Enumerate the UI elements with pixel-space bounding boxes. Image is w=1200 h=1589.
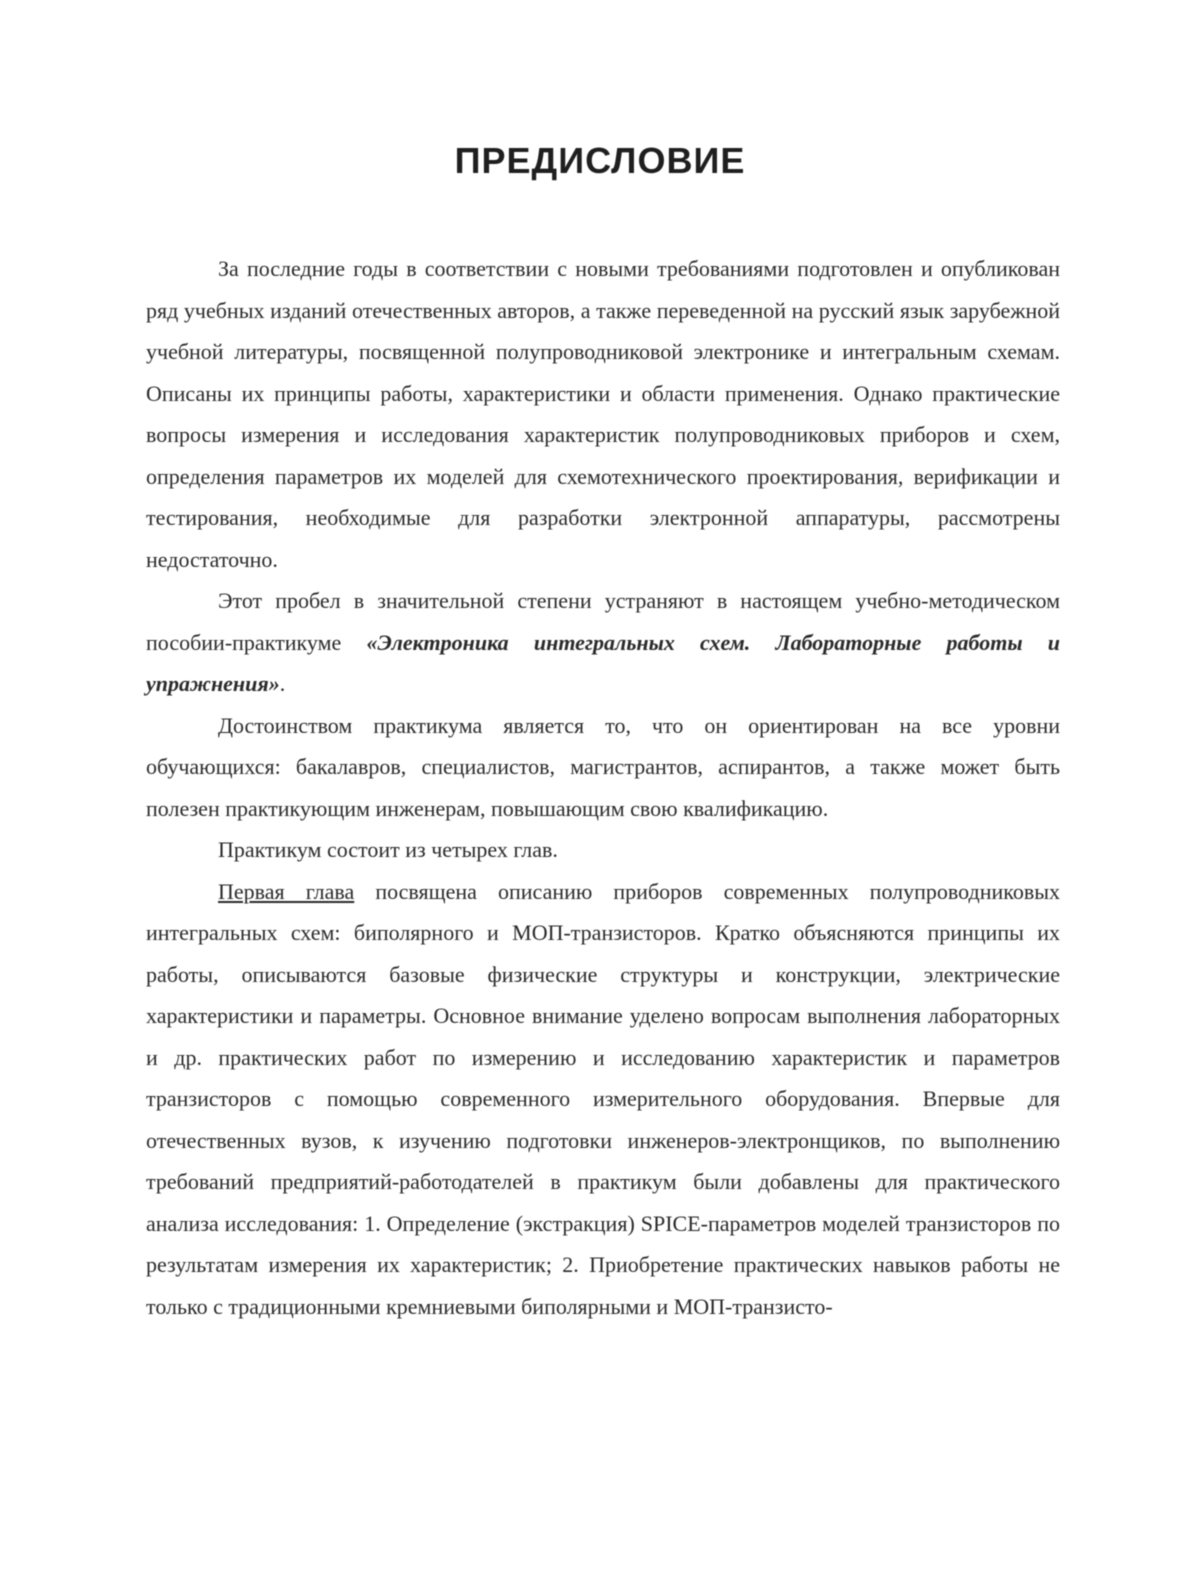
paragraph-first-chapter bbox=[146, 871, 1060, 1328]
paragraph-manual-text: Этот пробел в значительной степени устраняют в настоящем учебно-методическом пособии-практикуме bbox=[146, 588, 1060, 655]
paragraph-intro: За последние годы в соответствии с новыми требованиями подготовлен и опубликован ряд учебных изданий отечественных авторов, а также переведенной на русский язык зарубежной учебной литературы, посвященной полупроводниковой электронике и интегральным схемам. Описаны их принципы работы, характеристики и области применения. Однако практические вопросы измерения и исследования характеристик полупроводниковых приборов и схем, определения параметров их моделей для схемотехнического проектирования, верификации и тестирования, необходимые для разработки электронной аппаратуры, рассмотрены недостаточно. bbox=[146, 256, 1060, 572]
first-chapter-label: Первая глава bbox=[218, 878, 355, 904]
paragraph-advantages: Достоинством практикума является то, что он ориентирован на все уровни обучающихся: бакалавров, специалистов, магистрантов, аспирантов, а также может быть полезен практикующим инженерам, повышающим свою квалификацию. bbox=[146, 712, 1060, 821]
paragraph-manual-end: . bbox=[279, 671, 286, 696]
first-chapter-text: посвящена описанию приборов современных полупроводниковых интегральных схем: биполярного и МОП-транзисторов. Кратко объясняются принципы их работы, описываются базовые физические структуры и конструкции, электрические характеристики и параметры. Основное внимание уделено вопросам выполнения лабораторных и др. практических работ по измерению и исследованию характеристик и параметров транзисторов с помощью современного измерительного оборудования. Впервые для отечественных вузов, к изучению подготовки инженеров-электронщиков, по выполнению требований предприятий-работодателей в практикум были добавлены для практического анализа исследования: 1. Определение (экстракция) SPICE-параметров моделей транзисторов по результатам измерения их характеристик; 2. Приобретение практических навыков работы не только с традиционными кремниевыми биполярными и МОП-транзисто- bbox=[146, 878, 1060, 1319]
paragraph-structure: Практикум состоит из четырех глав. bbox=[218, 837, 558, 862]
paragraph-manual bbox=[146, 580, 1060, 705]
manual-title: «Электроника интегральных схем. Лабораторные работы и упражнения» bbox=[146, 629, 1061, 696]
document-body bbox=[146, 248, 1060, 1327]
page-title: ПРЕДИСЛОВИЕ bbox=[454, 140, 746, 181]
